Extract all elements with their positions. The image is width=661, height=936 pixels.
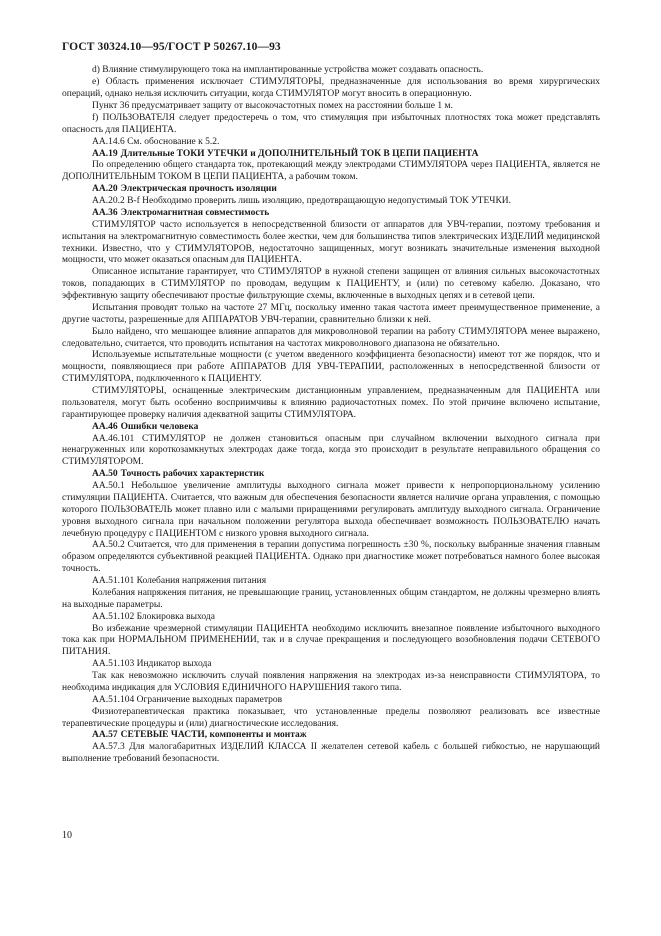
paragraph: АА.50.2 Считается, что для применения в терапии допустима погрешность ±30 %, поскольку выбранные значения главным образом определяются субъективной реакцией ПАЦИЕНТА. Однако при диагностике может потребоваться намного более высокая точность. [62, 540, 600, 575]
section-number: АА.57 [92, 730, 118, 741]
paragraph: Так как невозможно исключить случай появления напряжения на электродах из-за неисправности СТИМУЛЯТОРА, то необходима индикация для УСЛОВИЯ ЕДИНИЧНОГО НАРУШЕНИЯ такого типа. [62, 671, 600, 693]
paragraph: АА.46.101 СТИМУЛЯТОР не должен становиться опасным при случайном включении выходного сигнала при ненагруженных или короткозамкнутых электродах даже тогда, когда это происходит в результате неправильного обращения со СТИМУЛЯТОРОМ. [62, 433, 600, 468]
paragraph: d) Влияние стимулирующего тока на имплантированные устройства может создавать опасность. [92, 65, 484, 76]
section-heading [62, 208, 600, 220]
section-heading [62, 149, 600, 161]
paragraph: Было найдено, что мешающее влияние аппаратов для микроволновой терапии на работу СТИМУЛЯТОРА менее выражено, следовательно, считается, что проводить испытания на частотах микроволнового диапазона не обязательно. [62, 326, 600, 349]
section-title: СЕТЕВЫЕ ЧАСТИ, компоненты и монтаж [120, 730, 307, 741]
paragraph: АА.51.102 Блокировка выхода [92, 611, 215, 622]
paragraph: Используемые испытательные мощности (с учетом введенного коэффициента безопасности) имеют тот же порядок, что и мощности, появляющиеся при работе АППАРАТОВ ДЛЯ УВЧ-ТЕРАПИИ, расположенных в непосредственной близости от СТИМУЛЯТОРА, подключенного к ПАЦИЕНТУ. [62, 350, 600, 385]
section-number: АА.19 [92, 148, 118, 159]
document-body [62, 65, 600, 766]
section-heading [62, 184, 600, 196]
paragraph: По определению общего стандарта ток, протекающий между электродами СТИМУЛЯТОРА через ПАЦИЕНТА, является не ДОПОЛНИТЕЛЬНЫМ ТОКОМ В ЦЕПИ ПАЦИЕНТА, а рабочим током. [62, 160, 600, 183]
paragraph: Колебания напряжения питания, не превышающие границ, установленных общим стандартом, не должны чрезмерно влиять на выходные параметры. [62, 587, 600, 610]
section-number: АА.50 [92, 469, 118, 480]
paragraph: СТИМУЛЯТОРЫ, оснащенные электрическим дистанционным управлением, предназначенным для ПАЦИЕНТА или пользователя, могут быть особенно восприимчивы к влиянию радиочастотных помех. По этой причине включено испытание, гарантирующее проверку наличия адекватной защиты СТИМУЛЯТОРА. [62, 386, 600, 420]
section-title: Электромагнитная совместимость [120, 207, 270, 218]
paragraph: АА.51.101 Колебания напряжения питания [92, 576, 267, 586]
section-number: АА.20 [92, 184, 118, 195]
section-heading [62, 469, 600, 481]
paragraph: Во избежание чрезмерной стимуляции ПАЦИЕНТА необходимо исключить внезапное появление избыточного выходного тока как при НОРМАЛЬНОМ ПРИМЕНЕНИИ, так и в случае прекращения и последующего возобновления подачи СЕТЕВОГО ПИТАНИЯ. [62, 623, 600, 658]
page-number: 10 [62, 830, 72, 841]
section-number: АА.36 [92, 207, 118, 218]
paragraph: АА.50.1 Небольшое увеличение амплитуды выходного сигнала может привести к непропорциональному усилению стимуляции ПАЦИЕНТА. Считается, что важным для обеспечения безопасности является наличие органа управления, с помощью которого ПОЛЬЗОВАТЕЛЬ может плавно или с малыми приращениями регулировать амплитуду выходного сигнала. Ограничение уровня выходного сигнала при начальном положении регулятора выхода обеспечивает возможность ПОЛЬЗОВАТЕЛЮ начать лечебную процедуру с ПАЦИЕНТОМ с низкого уровня выходного сигнала. [62, 481, 600, 539]
document-header: ГОСТ 30324.10—95/ГОСТ Р 50267.10—93 [62, 41, 281, 53]
paragraph: АА.51.104 Ограничение выходных параметров [92, 694, 283, 705]
paragraph: АА.51.103 Индикатор выхода [92, 659, 212, 670]
section-title: Длительные ТОКИ УТЕЧКИ и ДОПОЛНИТЕЛЬНЫЙ ТОК В ЦЕПИ ПАЦИЕНТА [120, 148, 479, 159]
paragraph: Пункт 36 предусматривает защиту от высокочастотных помех на расстоянии больше 1 м. [92, 101, 453, 111]
paragraph: Испытания проводят только на частоте 27 МГц, поскольку именно такая частота имеет преимущественное применение, а другие частоты, разрешенные для АППАРАТОВ УВЧ-терапии, сравнительно близки к ней. [62, 302, 600, 325]
paragraph: f) ПОЛЬЗОВАТЕЛЯ следует предостеречь о том, что стимуляция при избыточных плотностях тока может представлять опасность для ПАЦИЕНТА. [62, 112, 600, 135]
document-page [62, 40, 600, 766]
paragraph: СТИМУЛЯТОР часто используется в непосредственной близости от аппаратов для УВЧ-терапии, поэтому требования и испытания на электромагнитную совместимость более жестки, чем для большинства типов электрических ИЗДЕЛИЙ медицинской техники. Известно, что у СТИМУЛЯТОРОВ, недостаточно защищенных, могут возникать значительные изменения выходной мощности, что может оказаться опасным для ПАЦИЕНТА. [62, 219, 600, 266]
paragraph: АА.57.3 Для малогабаритных ИЗДЕЛИЙ КЛАССА II желателен сетевой кабель с большей гибкостью, не нарушающий выполнение требований безопасности. [62, 742, 600, 765]
section-title: Электрическая прочность изоляции [120, 184, 277, 195]
section-title: Ошибки человека [120, 421, 199, 432]
section-heading [62, 730, 600, 742]
paragraph: e) Область применения исключает СТИМУЛЯТОРЫ, предназначенные для использования во время хирургических операций, однако нельзя исключить ситуации, когда СТИМУЛЯТОР могут вносить в операционную. [62, 77, 600, 100]
paragraph: АА.14.6 См. обоснование к 5.2. [92, 136, 220, 147]
paragraph: Физиотерапевтическая практика показывает, что установленные пределы позволяют реализовать все известные терапевтические процедуры и (или) диагностические исследования. [62, 706, 600, 729]
paragraph: Описанное испытание гарантирует, что СТИМУЛЯТОР в нужной степени защищен от влияния сильных высокочастотных токов, попадающих в СТИМУЛЯТОР по проводам, ведущим к ПАЦИЕНТУ, и (или) по сетевому кабелю. Доказано, что эффективную защиту обеспечивают простые фильтрующие схемы, включенные в выходных цепях и в сетевой цепи. [62, 267, 600, 301]
section-heading [62, 422, 600, 434]
paragraph: АА.20.2 B-f Необходимо проверить лишь изоляцию, предотвращающую недопустимый ТОК УТЕЧКИ. [92, 196, 512, 206]
section-number: АА.46 [92, 421, 118, 432]
section-title: Точность рабочих характеристик [120, 469, 265, 480]
